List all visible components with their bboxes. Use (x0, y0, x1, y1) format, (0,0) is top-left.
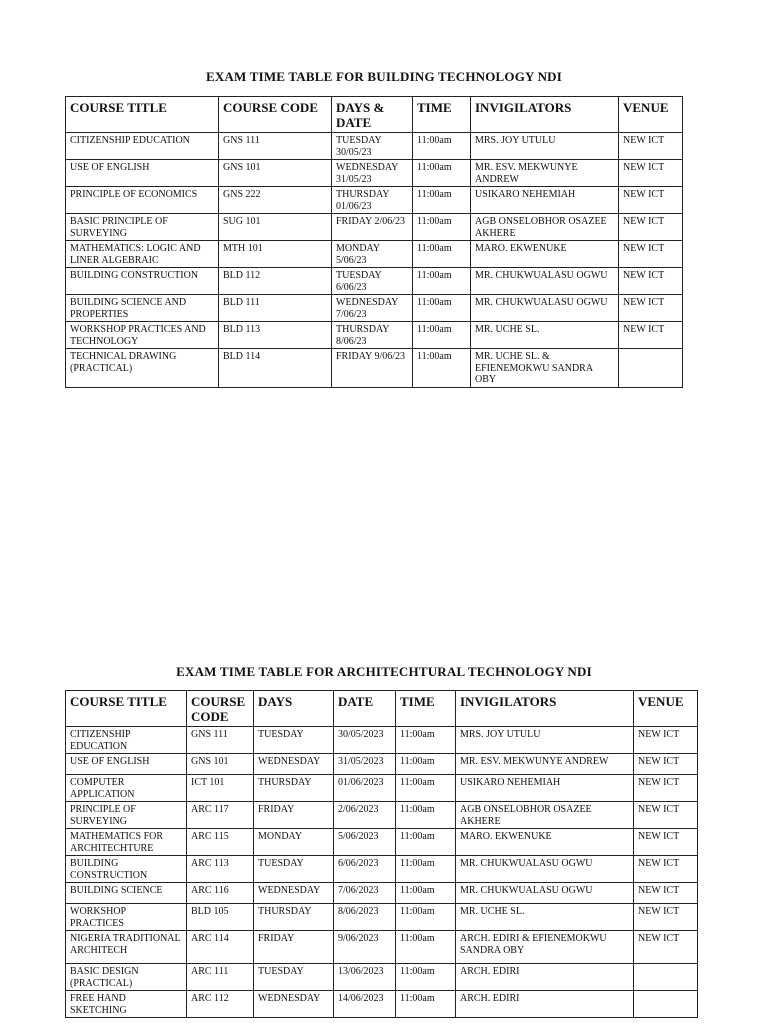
cell-time: 11:00am (396, 856, 456, 883)
cell-date: 01/06/2023 (334, 775, 396, 802)
cell-venue: NEW ICT (619, 187, 683, 214)
cell-date: 2/06/2023 (334, 802, 396, 829)
cell-day: WEDNESDAY (254, 883, 334, 904)
cell-course-code: ICT 101 (187, 775, 254, 802)
cell-course-code: BLD 112 (219, 268, 332, 295)
cell-time: 11:00am (396, 931, 456, 964)
cell-course-code: BLD 111 (219, 295, 332, 322)
table-row (66, 187, 683, 214)
cell-date: 6/06/2023 (334, 856, 396, 883)
cell-invigilators: MR. CHUKWUALASU OGWU (456, 883, 634, 904)
header-time: TIME (396, 691, 456, 727)
cell-course-code: GNS 101 (219, 160, 332, 187)
cell-time: 11:00am (396, 775, 456, 802)
cell-course-code: ARC 115 (187, 829, 254, 856)
cell-course-title: CITIZENSHIP EDUCATION (66, 727, 187, 754)
cell-date: 7/06/2023 (334, 883, 396, 904)
cell-course-code: GNS 101 (187, 754, 254, 775)
cell-course-title: BUILDING CONSTRUCTION (66, 856, 187, 883)
cell-time: 11:00am (413, 241, 471, 268)
cell-day: FRIDAY (254, 802, 334, 829)
architectural-technology-title: EXAM TIME TABLE FOR ARCHITECHTURAL TECHNOLOGY NDI (176, 664, 592, 679)
cell-venue: NEW ICT (619, 133, 683, 160)
cell-day: TUESDAY (254, 727, 334, 754)
cell-venue: NEW ICT (619, 322, 683, 349)
cell-invigilators: MR. CHUKWUALASU OGWU (471, 268, 619, 295)
cell-venue: NEW ICT (634, 727, 698, 754)
cell-days-date: THURSDAY 8/06/23 (332, 322, 413, 349)
cell-course-code: GNS 111 (219, 133, 332, 160)
table-row (66, 727, 698, 754)
cell-course-code: ARC 112 (187, 991, 254, 1018)
table-row (66, 214, 683, 241)
cell-course-title: CITIZENSHIP EDUCATION (66, 133, 219, 160)
cell-course-title: COMPUTER APPLICATION (66, 775, 187, 802)
cell-course-code: BLD 114 (219, 349, 332, 388)
cell-venue: NEW ICT (634, 775, 698, 802)
cell-invigilators: ARCH. EDIRI (456, 964, 634, 991)
cell-course-title: BASIC PRINCIPLE OF SURVEYING (66, 214, 219, 241)
cell-time: 11:00am (413, 322, 471, 349)
cell-invigilators: ARCH. EDIRI & EFIENEMOKWU SANDRA OBY (456, 931, 634, 964)
cell-course-title: BUILDING SCIENCE (66, 883, 187, 904)
table-row (66, 964, 698, 991)
table-row (66, 802, 698, 829)
cell-course-code: ARC 114 (187, 931, 254, 964)
table-row (66, 931, 698, 964)
table-row (66, 133, 683, 160)
cell-day: THURSDAY (254, 775, 334, 802)
cell-venue (634, 964, 698, 991)
table-row (66, 241, 683, 268)
cell-day: TUESDAY (254, 856, 334, 883)
cell-invigilators: MR. UCHE SL. (471, 322, 619, 349)
cell-time: 11:00am (396, 964, 456, 991)
cell-course-code: ARC 117 (187, 802, 254, 829)
cell-time: 11:00am (396, 727, 456, 754)
header-venue: VENUE (619, 97, 683, 133)
cell-date: 13/06/2023 (334, 964, 396, 991)
table-row (66, 268, 683, 295)
cell-day: WEDNESDAY (254, 754, 334, 775)
cell-day: TUESDAY (254, 964, 334, 991)
header-invigilators: INVIGILATORS (471, 97, 619, 133)
cell-invigilators: USIKARO NEHEMIAH (471, 187, 619, 214)
cell-course-code: ARC 111 (187, 964, 254, 991)
cell-venue: NEW ICT (634, 802, 698, 829)
cell-time: 11:00am (396, 991, 456, 1018)
cell-invigilators: MR. UCHE SL. (456, 904, 634, 931)
table-row (66, 295, 683, 322)
header-course-code: COURSE CODE (219, 97, 332, 133)
cell-course-title: BUILDING CONSTRUCTION (66, 268, 219, 295)
header-time: TIME (413, 97, 471, 133)
cell-invigilators: MRS. JOY UTULU (471, 133, 619, 160)
table-row (66, 856, 698, 883)
cell-time: 11:00am (396, 754, 456, 775)
cell-course-code: BLD 105 (187, 904, 254, 931)
cell-time: 11:00am (396, 904, 456, 931)
cell-course-code: MTH 101 (219, 241, 332, 268)
cell-course-title: FREE HAND SKETCHING (66, 991, 187, 1018)
table-header-row (66, 691, 698, 727)
cell-days-date: FRIDAY 2/06/23 (332, 214, 413, 241)
header-days: DAYS (254, 691, 334, 727)
cell-venue: NEW ICT (619, 295, 683, 322)
cell-course-title: PRINCIPLE OF ECONOMICS (66, 187, 219, 214)
cell-invigilators: AGB ONSELOBHOR OSAZEE AKHERE (456, 802, 634, 829)
cell-course-title: USE OF ENGLISH (66, 160, 219, 187)
cell-day: WEDNESDAY (254, 991, 334, 1018)
cell-date: 14/06/2023 (334, 991, 396, 1018)
cell-course-code: SUG 101 (219, 214, 332, 241)
cell-day: MONDAY (254, 829, 334, 856)
building-technology-title: EXAM TIME TABLE FOR BUILDING TECHNOLOGY NDI (205, 69, 563, 84)
cell-course-title: MATHEMATICS FOR ARCHITECHTURE (66, 829, 187, 856)
cell-time: 11:00am (396, 802, 456, 829)
cell-venue (634, 991, 698, 1018)
cell-invigilators: MR. ESV. MEKWUNYE ANDREW (456, 754, 634, 775)
cell-venue: NEW ICT (634, 754, 698, 775)
cell-invigilators: MR. CHUKWUALASU OGWU (471, 295, 619, 322)
header-date: DATE (334, 691, 396, 727)
cell-venue: NEW ICT (619, 160, 683, 187)
cell-day: THURSDAY (254, 904, 334, 931)
table-row (66, 829, 698, 856)
cell-days-date: THURSDAY 01/06/23 (332, 187, 413, 214)
cell-days-date: TUESDAY 30/05/23 (332, 133, 413, 160)
architectural-technology-timetable (65, 690, 698, 1018)
cell-venue: NEW ICT (619, 268, 683, 295)
building-technology-timetable (65, 96, 683, 388)
cell-venue: NEW ICT (619, 241, 683, 268)
cell-date: 8/06/2023 (334, 904, 396, 931)
header-venue: VENUE (634, 691, 698, 727)
table-row (66, 754, 698, 775)
cell-time: 11:00am (413, 268, 471, 295)
cell-days-date: TUESDAY 6/06/23 (332, 268, 413, 295)
cell-time: 11:00am (413, 133, 471, 160)
cell-time: 11:00am (396, 829, 456, 856)
cell-invigilators: MR. CHUKWUALASU OGWU (456, 856, 634, 883)
cell-venue: NEW ICT (634, 883, 698, 904)
cell-invigilators: MARO. EKWENUKE (471, 241, 619, 268)
cell-day: FRIDAY (254, 931, 334, 964)
cell-invigilators: MR. UCHE SL. & EFIENEMOKWU SANDRA OBY (471, 349, 619, 388)
cell-days-date: WEDNESDAY 7/06/23 (332, 295, 413, 322)
cell-course-title: BASIC DESIGN (PRACTICAL) (66, 964, 187, 991)
cell-days-date: MONDAY 5/06/23 (332, 241, 413, 268)
cell-time: 11:00am (413, 349, 471, 388)
cell-course-code: ARC 116 (187, 883, 254, 904)
cell-course-title: WORKSHOP PRACTICES AND TECHNOLOGY (66, 322, 219, 349)
table-row (66, 322, 683, 349)
cell-date: 9/06/2023 (334, 931, 396, 964)
cell-days-date: WEDNESDAY 31/05/23 (332, 160, 413, 187)
cell-venue (619, 349, 683, 388)
cell-course-title: MATHEMATICS: LOGIC AND LINER ALGEBRAIC (66, 241, 219, 268)
cell-course-code: GNS 222 (219, 187, 332, 214)
cell-time: 11:00am (413, 295, 471, 322)
cell-course-title: NIGERIA TRADITIONAL ARCHITECH (66, 931, 187, 964)
header-invigilators: INVIGILATORS (456, 691, 634, 727)
cell-venue: NEW ICT (619, 214, 683, 241)
cell-time: 11:00am (413, 187, 471, 214)
cell-invigilators: ARCH. EDIRI (456, 991, 634, 1018)
cell-course-title: PRINCIPLE OF SURVEYING (66, 802, 187, 829)
cell-course-title: WORKSHOP PRACTICES (66, 904, 187, 931)
table-row (66, 991, 698, 1018)
header-days-date: DAYS & DATE (332, 97, 413, 133)
header-course-title: COURSE TITLE (66, 691, 187, 727)
cell-course-title: USE OF ENGLISH (66, 754, 187, 775)
cell-course-code: BLD 113 (219, 322, 332, 349)
cell-date: 31/05/2023 (334, 754, 396, 775)
cell-course-code: ARC 113 (187, 856, 254, 883)
cell-date: 30/05/2023 (334, 727, 396, 754)
cell-time: 11:00am (413, 160, 471, 187)
cell-invigilators: MR. ESV. MEKWUNYE ANDREW (471, 160, 619, 187)
cell-invigilators: MRS. JOY UTULU (456, 727, 634, 754)
cell-date: 5/06/2023 (334, 829, 396, 856)
cell-invigilators: MARO. EKWENUKE (456, 829, 634, 856)
cell-invigilators: USIKARO NEHEMIAH (456, 775, 634, 802)
cell-venue: NEW ICT (634, 931, 698, 964)
table-row (66, 775, 698, 802)
cell-course-title: BUILDING SCIENCE AND PROPERTIES (66, 295, 219, 322)
cell-venue: NEW ICT (634, 829, 698, 856)
cell-invigilators: AGB ONSELOBHOR OSAZEE AKHERE (471, 214, 619, 241)
table-row (66, 904, 698, 931)
header-course-title: COURSE TITLE (66, 97, 219, 133)
cell-time: 11:00am (396, 883, 456, 904)
table-row (66, 349, 683, 388)
table-row (66, 160, 683, 187)
cell-course-title: TECHNICAL DRAWING (PRACTICAL) (66, 349, 219, 388)
header-course-code: COURSE CODE (187, 691, 254, 727)
cell-time: 11:00am (413, 214, 471, 241)
cell-venue: NEW ICT (634, 904, 698, 931)
table-row (66, 883, 698, 904)
cell-days-date: FRIDAY 9/06/23 (332, 349, 413, 388)
table-header-row (66, 97, 683, 133)
cell-venue: NEW ICT (634, 856, 698, 883)
cell-course-code: GNS 111 (187, 727, 254, 754)
